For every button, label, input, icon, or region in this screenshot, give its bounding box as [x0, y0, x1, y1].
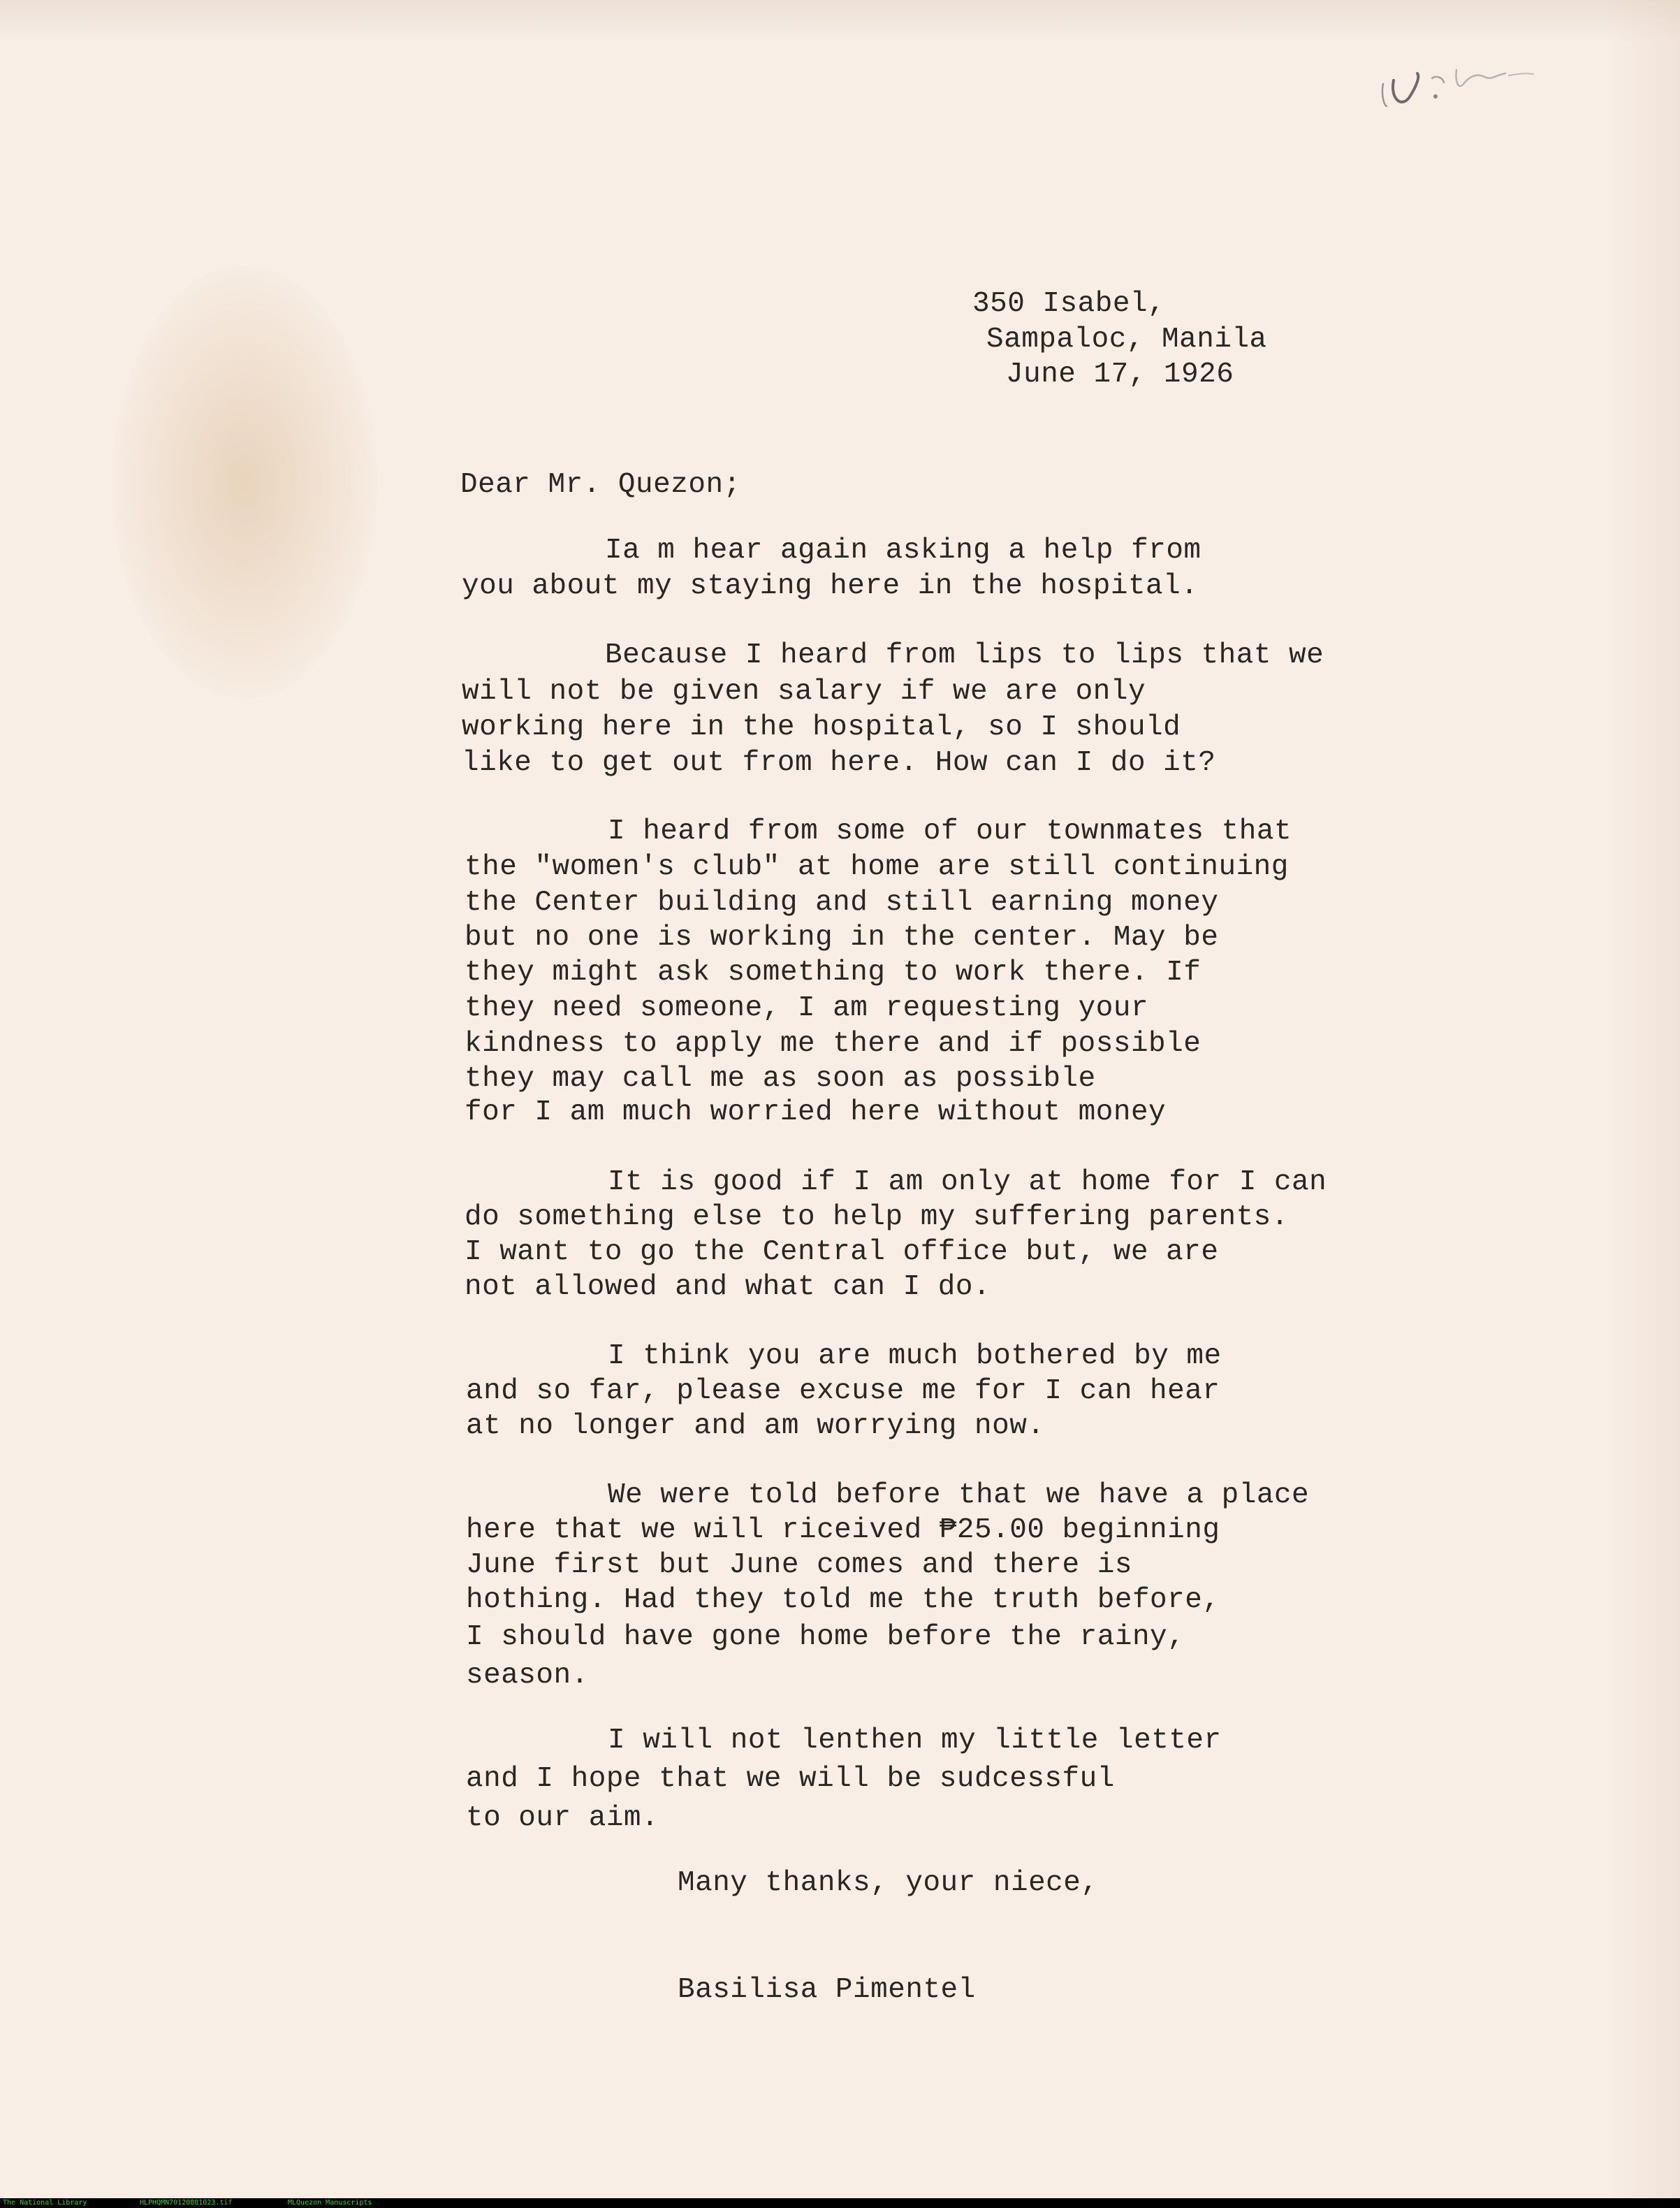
paragraph-5-line-2: and so far, please excuse me for I can hear: [466, 1375, 1220, 1407]
paragraph-3-line-9: for I am much worried here without money: [465, 1096, 1167, 1128]
paragraph-3-line-2: the "women's club" at home are still continuing: [465, 851, 1289, 883]
letter-date: June 17, 1926: [1006, 358, 1234, 391]
closing: Many thanks, your niece,: [678, 1867, 1099, 1899]
paragraph-7-line-3: to our aim.: [466, 1802, 659, 1834]
paragraph-4-line-2: do something else to help my suffering parents.: [465, 1201, 1289, 1233]
paragraph-2-line-1: Because I heard from lips to lips that we: [605, 639, 1324, 671]
paragraph-6-line-3: June first but June comes and there is: [466, 1549, 1132, 1581]
salutation: Dear Mr. Quezon;: [460, 469, 741, 501]
paragraph-7-line-1: I will not lenthen my little letter: [608, 1724, 1222, 1757]
paragraph-5-line-3: at no longer and am worrying now.: [466, 1410, 1045, 1442]
paragraph-3-line-8: they may call me as soon as possible: [465, 1063, 1096, 1095]
paragraph-3-line-5: they might ask something to work there. If: [465, 957, 1201, 989]
footer-file-id: HLPHQMN70120801023.tif: [140, 2199, 233, 2207]
paper-stain: [112, 266, 377, 699]
paragraph-3-line-1: I heard from some of our townmates that: [608, 815, 1292, 848]
paragraph-7-line-2: and I hope that we will be sudcessful: [466, 1763, 1115, 1795]
signature-name: Basilisa Pimentel: [678, 1974, 976, 2006]
paragraph-3-line-4: but no one is working in the center. May be: [465, 922, 1219, 954]
paragraph-3-line-7: kindness to apply me there and if possible: [465, 1028, 1201, 1060]
footer-institution: The National Library: [3, 2199, 87, 2207]
address-street: 350 Isabel,: [972, 288, 1166, 320]
paragraph-1-line-1: Ia m hear again asking a help from: [605, 535, 1201, 567]
paragraph-3-line-3: the Center building and still earning money: [465, 887, 1219, 919]
footer-collection: MLQuezon Manuscripts: [288, 2199, 372, 2207]
paragraph-3-line-6: they need someone, I am requesting your: [465, 992, 1149, 1024]
paragraph-6-line-5: I should have gone home before the rainy,: [466, 1621, 1185, 1653]
paragraph-2-line-3: working here in the hospital, so I should: [462, 711, 1181, 743]
paragraph-6-line-2: here that we will riceived ₱25.00 beginning: [466, 1514, 1220, 1546]
paragraph-6-line-4: hothing. Had they told me the truth before,: [466, 1584, 1220, 1616]
paragraph-4-line-3: I want to go the Central office but, we are: [465, 1236, 1219, 1268]
paragraph-4-line-1: It is good if I am only at home for I can: [608, 1166, 1327, 1198]
handwritten-pencil-mark: [1366, 42, 1547, 126]
paragraph-6-line-1: We were told before that we have a place: [608, 1479, 1310, 1511]
paragraph-6-line-6: season.: [466, 1659, 589, 1692]
paragraph-2-line-2: will not be given salary if we are only: [462, 676, 1146, 708]
paragraph-5-line-1: I think you are much bothered by me: [608, 1340, 1222, 1372]
paragraph-1-line-2: you about my staying here in the hospital.: [462, 570, 1199, 602]
paragraph-4-line-4: not allowed and what can I do.: [465, 1271, 991, 1303]
address-city: Sampaloc, Manila: [986, 324, 1267, 356]
archive-footer-bar: [0, 2198, 1680, 2208]
paper-top-shading: [0, 0, 1680, 42]
paragraph-2-line-4: like to get out from here. How can I do it?: [462, 747, 1216, 779]
paper-edge-shading: [1607, 0, 1680, 2208]
